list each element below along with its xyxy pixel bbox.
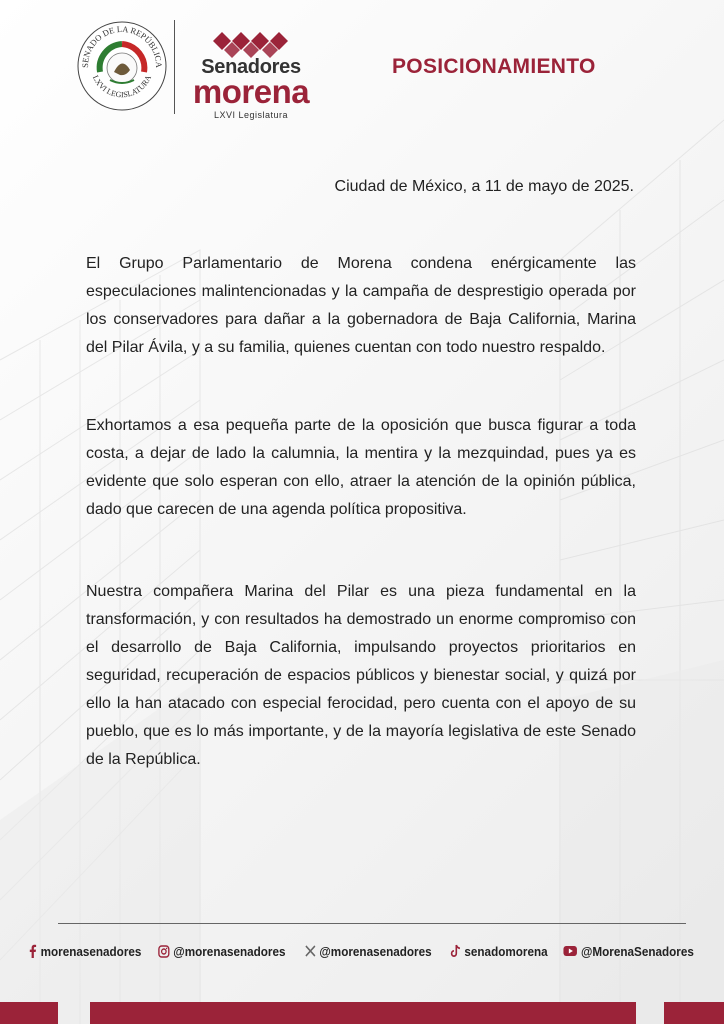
facebook-handle: morenasenadores (40, 943, 142, 959)
bottom-accent-bar-right (664, 1002, 724, 1024)
tiktok-icon (450, 944, 461, 958)
x-icon (305, 945, 316, 957)
facebook-icon (28, 944, 37, 958)
social-x[interactable] (305, 944, 432, 959)
date-line: Ciudad de México, a 11 de mayo de 2025. (334, 178, 634, 195)
x-handle: @morenasenadores (318, 943, 432, 959)
logo-legislatura-text: LXVI Legislatura (213, 110, 289, 120)
instagram-icon (158, 945, 170, 958)
bottom-accent-bar-center (90, 1002, 636, 1024)
header-divider (174, 20, 175, 114)
logo-diamonds-icon (212, 30, 290, 58)
seal-bottom-text: LXVI LEGISLATURA (90, 73, 154, 100)
logo-morena-text: morena (192, 73, 310, 110)
letterhead (0, 0, 724, 140)
social-tiktok[interactable] (450, 944, 548, 959)
paragraph-1: El Grupo Parlamentario de Morena condena enérgicamente las especulaciones malintencionadas y la campaña de desprestigio operada por los conservadores para dañar a la gobernadora de Baja California, Marina del Pilar Ávila, y a su familia, quienes cuentan con todo nuestro respaldo. (86, 255, 636, 356)
footer-divider (58, 923, 686, 924)
social-youtube[interactable] (563, 944, 694, 959)
paragraph-2: Exhortamos a esa pequeña parte de la oposición que busca figurar a toda costa, a dejar de lado la calumnia, la mentira y la mezquindad, pues ya es evidente que solo esperan con ello, atraer la atención de la opinión pública, dado que carecen de una agenda política propositiva. (86, 417, 636, 518)
paragraph-3: Nuestra compañera Marina del Pilar es una pieza fundamental en la transformación, y con resultados ha demostrado un enorme compromiso con el desarrollo de Baja California, impulsando proyectos prioritarios en seguridad, recuperación de espacios públicos y bienestar social, y quizá por ello la han atacado con especial ferocidad, pero cuenta con el apoyo de su pueblo, que es lo más importante, y de la mayoría legislativa de este Senado de la República. (86, 583, 636, 768)
social-facebook[interactable] (28, 944, 141, 959)
social-instagram[interactable] (158, 944, 286, 959)
tiktok-handle: senadomorena (464, 943, 548, 959)
document-type-title: POSICIONAMIENTO (392, 55, 596, 78)
senadores-morena-logo (186, 30, 316, 118)
youtube-icon (563, 945, 577, 957)
youtube-handle: @MorenaSenadores (580, 943, 694, 959)
senate-seal-icon (76, 20, 168, 112)
social-links-bar (28, 940, 708, 962)
bottom-accent-bar-left (0, 1002, 58, 1024)
logo-senadores-text: Senadores (201, 56, 301, 78)
instagram-handle: @morenasenadores (173, 943, 286, 959)
seal-top-text: SENADO DE LA REPÚBLICA (79, 23, 165, 68)
